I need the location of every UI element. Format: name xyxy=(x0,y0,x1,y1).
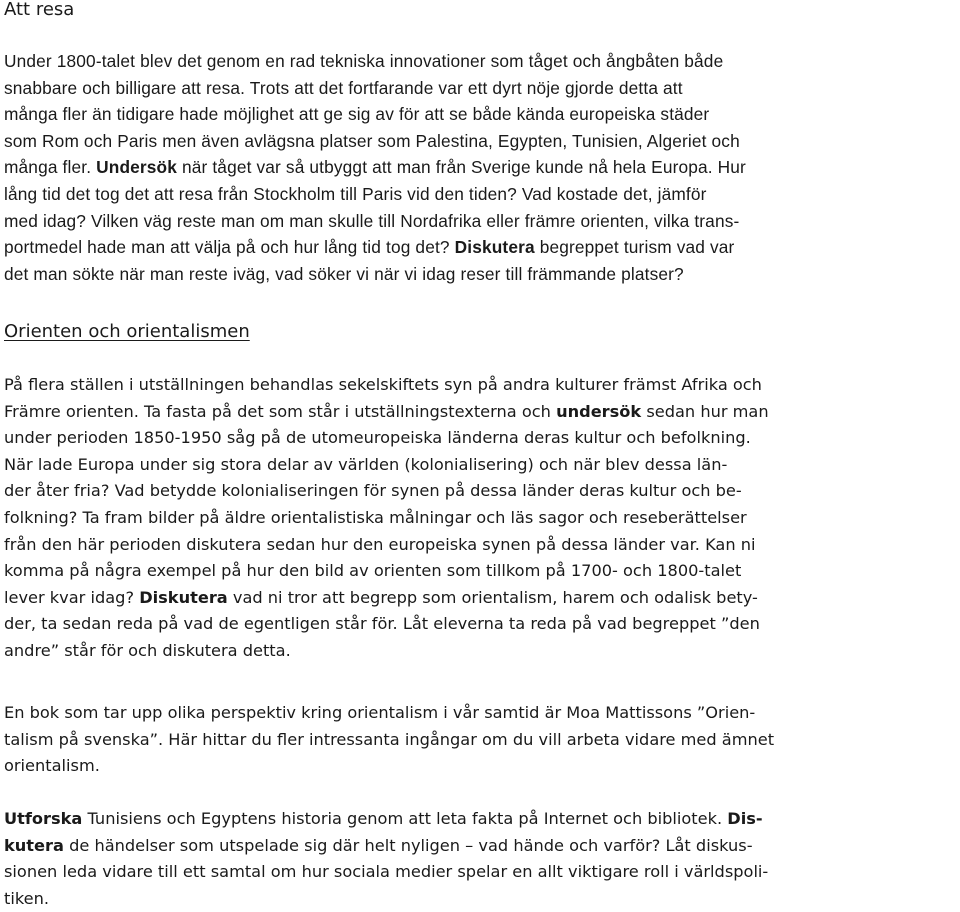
paragraph-explore xyxy=(4,806,768,912)
paragraph-travel xyxy=(4,48,746,287)
text-line: tiken. xyxy=(4,888,50,908)
text-run: Vilken väg reste man om man skulle till Nordafrika eller främre orienten, vilka trans- xyxy=(86,210,740,231)
text-line: andre” står för och diskutera detta. xyxy=(4,640,291,660)
text-line: När lade Europa under sig stora delar av världen (kolonialisering) och när blev dessa län- xyxy=(4,454,728,474)
keyword-diskutera: kutera xyxy=(4,835,64,855)
text-run: begreppet turism vad var xyxy=(534,237,735,258)
text-run: många fler. xyxy=(4,157,92,178)
text-line xyxy=(4,833,768,860)
text-run: snabbare och billigare att resa. xyxy=(4,77,246,98)
text-line: Under 1800-talet blev det genom en rad tekniska innovationer som tåget och ångbåten både xyxy=(4,51,724,71)
text-line xyxy=(4,234,746,261)
text-line: folkning? Ta fram bilder på äldre orientalistiska målningar och läs sagor och reseberättelser xyxy=(4,507,747,527)
text-line: under perioden 1850-1950 såg på de utomeuropeiska länderna deras kultur och befolkning. xyxy=(4,428,751,448)
text-line: talism på svenska”. Här hittar du fler intressanta ingångar om du vill arbeta vidare med ämnet xyxy=(4,729,775,749)
keyword-diskutera: Dis- xyxy=(727,809,763,828)
text-line xyxy=(4,208,746,235)
text-line: der, ta sedan reda på vad de egentligen står för. Låt eleverna ta reda på vad begreppet ”den xyxy=(4,614,760,634)
text-line: komma på några exempel på hur den bild av orienten som tillkom på 1700- och 1800-talet xyxy=(4,561,742,581)
text-line xyxy=(4,399,769,426)
paragraph-orientalism xyxy=(4,372,769,665)
keyword-utforska: Utforska xyxy=(4,809,83,828)
text-run: sedan hur man xyxy=(641,401,769,421)
text-line xyxy=(4,75,746,102)
text-run: vad ni tror att begrepp som orientalism, harem och odalisk bety- xyxy=(227,587,758,607)
text-line: En bok som tar upp olika perspektiv kring orientalism i vår samtid är Moa Mattissons ”Orien- xyxy=(4,703,756,722)
text-line: På flera ställen i utställningen behandlas sekelskiftets syn på andra kulturer främst Afrika och xyxy=(4,375,762,394)
text-run: de händelser som utspelade sig där helt nyligen – vad hände och varför? Låt diskus- xyxy=(63,835,753,855)
text-run: lever kvar idag? xyxy=(4,587,140,607)
text-run: med idag? xyxy=(4,210,87,231)
text-run: när tåget var så utbyggt att man från Sverige kunde nå hela Europa. Hur xyxy=(177,157,746,178)
text-run: Trots att det fortfarande var ett dyrt nöje gjorde detta att xyxy=(249,77,683,98)
text-run: portmedel hade man att välja på och hur lång tid tog det? xyxy=(4,237,450,258)
text-line: sionen leda vidare till ett samtal om hur sociala medier spelar en allt viktigare roll i världspoli- xyxy=(4,862,769,882)
heading-orienten: Orienten och orientalismen xyxy=(4,321,250,342)
text-line xyxy=(4,806,768,833)
paragraph-book-tip xyxy=(4,700,774,780)
text-line xyxy=(4,585,769,612)
keyword-undersok: Undersök xyxy=(96,157,178,178)
text-line: som Rom och Paris men även avlägsna platser som Palestina, Egypten, Tunisien, Algeriet och xyxy=(4,130,740,151)
keyword-diskutera: Diskutera xyxy=(454,237,535,258)
text-line: många fler än tidigare hade möjlighet att ge sig av för att se både kända europeiska städer xyxy=(4,104,710,125)
heading-att-resa: Att resa xyxy=(4,0,75,20)
text-line: från den här perioden diskutera sedan hur den europeiska synen på dessa länder var. Kan ni xyxy=(4,534,756,554)
text-line xyxy=(4,154,746,181)
text-line: det man sökte när man reste iväg, vad söker vi när vi idag reser till främmande platser? xyxy=(4,263,684,284)
keyword-undersok: undersök xyxy=(556,401,642,421)
text-run: Tunisiens och Egyptens historia genom att leta fakta på Internet och bibliotek. xyxy=(82,809,728,828)
text-run: Främre orienten. Ta fasta på det som står i utställningstexterna och xyxy=(4,401,557,421)
keyword-diskutera: Diskutera xyxy=(139,587,228,607)
text-line: der åter fria? Vad betydde kolonialiseringen för synen på dessa länder deras kultur och be- xyxy=(4,481,742,501)
text-line: orientalism. xyxy=(4,756,100,776)
text-line: lång tid det tog det att resa från Stockholm till Paris vid den tiden? Vad kostade det, jämför xyxy=(4,183,707,204)
